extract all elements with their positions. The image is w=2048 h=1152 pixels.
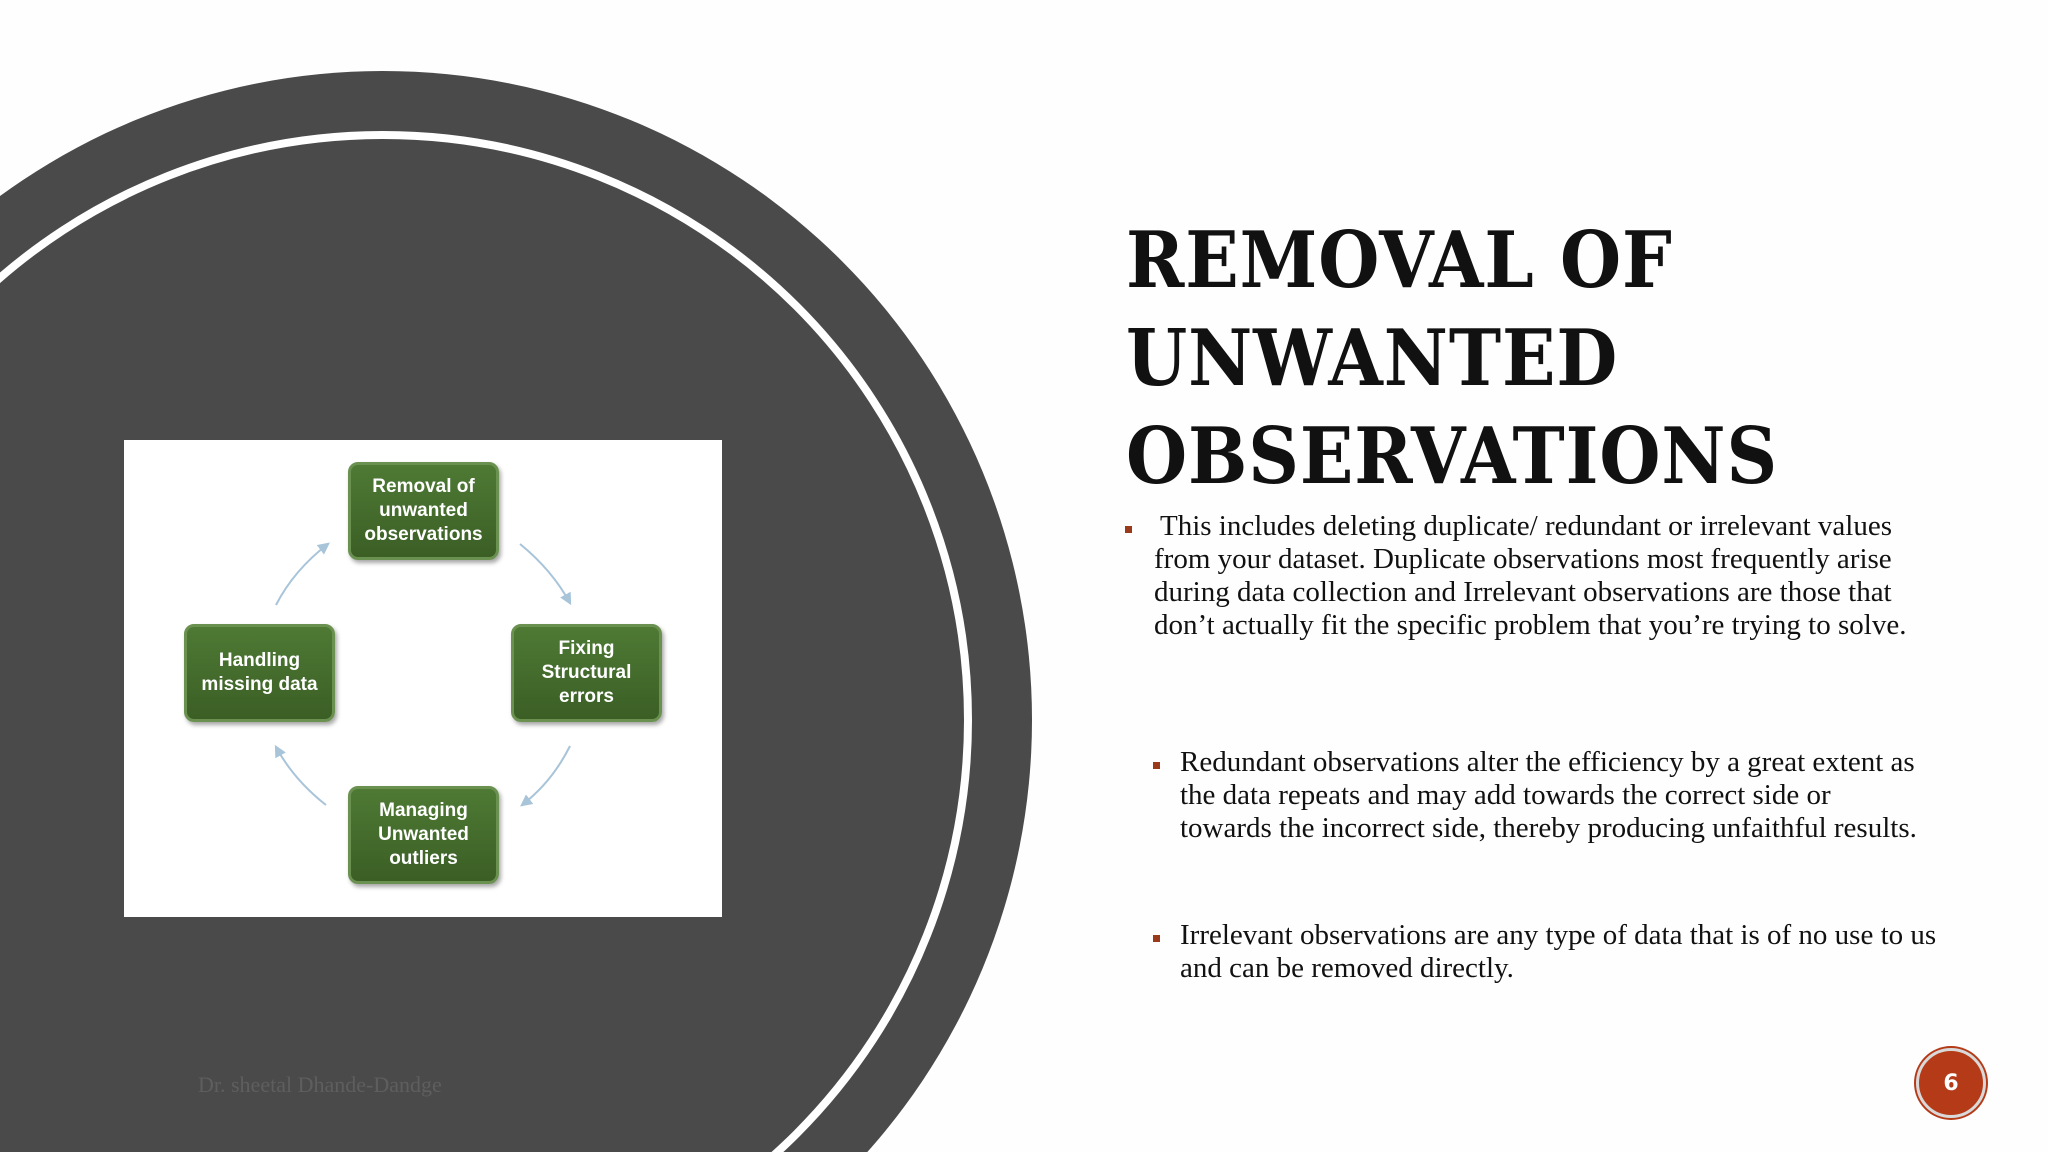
- node-removal-of-unwanted-observations: Removal of unwanted observations: [348, 462, 499, 560]
- node-handling-missing-data: Handling missing data: [184, 624, 335, 722]
- page-number-badge: 6: [1916, 1048, 1986, 1118]
- node-managing-unwanted-outliers: Managing Unwanted outliers: [348, 786, 499, 884]
- arrow-top-to-right: [520, 544, 570, 603]
- bullet-item: [1180, 919, 1940, 985]
- bullet-marker-icon: [1153, 935, 1160, 942]
- bullet-text: Redundant observations alter the efficiency by a great extent as the data repeats and may add towards the correct side or towards the incorrect side, thereby producing unfaithful results.: [1180, 746, 1917, 844]
- arrow-right-to-bottom: [522, 746, 570, 805]
- bullet-text: Irrelevant observations are any type of data that is of no use to us and can be removed directly.: [1180, 919, 1937, 984]
- cycle-diagram-panel: [124, 440, 722, 917]
- author-watermark: Dr. sheetal Dhande-Dandge: [198, 1072, 442, 1097]
- bullet-text: This includes deleting duplicate/ redundant or irrelevant values from your dataset. Duplicate observations most frequently arise during data collection and Irrelevant observations are those that don’t actually fit the specific problem that you’re trying to solve.: [1154, 510, 1907, 641]
- arrow-left-to-top: [276, 544, 328, 605]
- bullet-item: [1154, 510, 1934, 642]
- bullet-marker-icon: [1153, 762, 1160, 769]
- bullet-item: [1180, 746, 1920, 845]
- arrow-bottom-to-left: [276, 747, 326, 805]
- slide-title: REMOVAL OF UNWANTED OBSERVATIONS: [1126, 215, 1779, 502]
- bullet-marker-icon: [1125, 526, 1132, 533]
- node-fixing-structural-errors: Fixing Structural errors: [511, 624, 662, 722]
